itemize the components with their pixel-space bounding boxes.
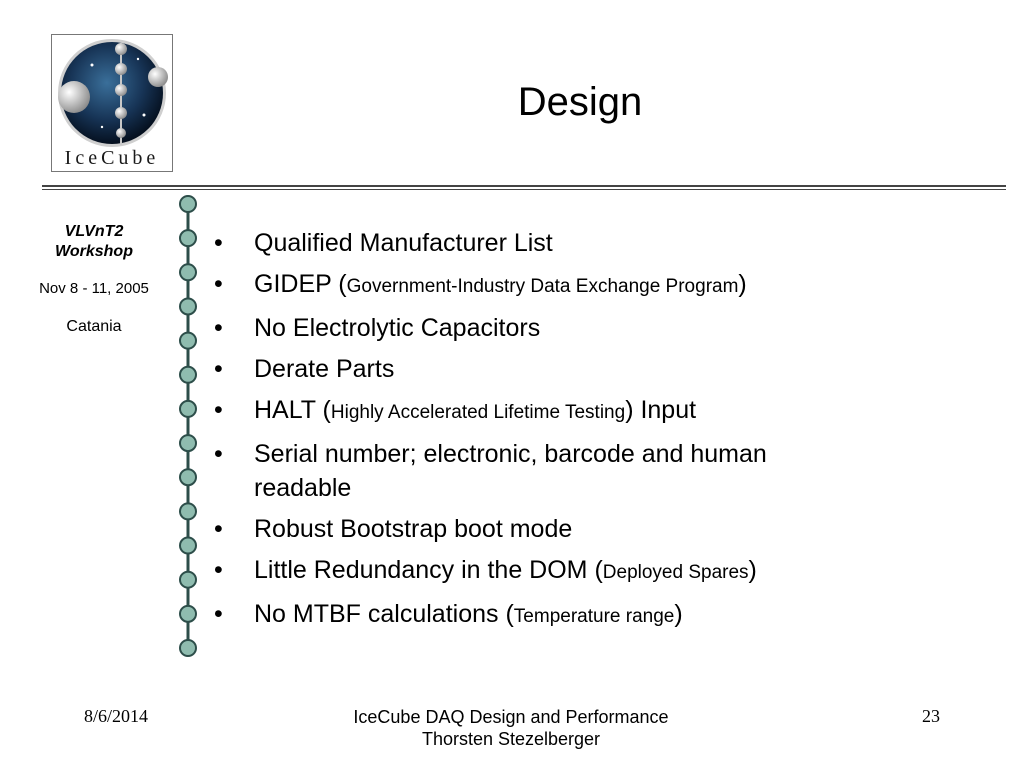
workshop-dates: Nov 8 - 11, 2005 xyxy=(39,280,149,297)
bullet-text: GIDEP ( xyxy=(254,270,347,298)
string-bead xyxy=(180,401,196,417)
string-bead xyxy=(180,606,196,622)
bullet-text: Derate Parts xyxy=(254,355,395,383)
string-bead xyxy=(180,538,196,554)
bullet-text-end: ) xyxy=(748,556,757,584)
workshop-name xyxy=(20,222,168,262)
icecube-logo xyxy=(51,34,173,172)
bullet-glyph: • xyxy=(214,229,223,257)
bullet-text: HALT ( xyxy=(254,396,331,424)
bullet-glyph: • xyxy=(214,515,223,543)
bullet-item xyxy=(214,437,854,505)
bullet-text-end: ) xyxy=(738,270,747,298)
sensor-string-decoration xyxy=(174,190,202,662)
string-bead xyxy=(180,264,196,280)
page-number: 23 xyxy=(922,706,940,726)
string-bead xyxy=(180,367,196,383)
bullet-detail: Deployed Spares xyxy=(602,562,749,583)
bullet-glyph: • xyxy=(214,270,223,298)
footer-title xyxy=(311,706,711,750)
bullet-glyph: • xyxy=(214,396,223,424)
bullet-item xyxy=(214,226,894,260)
bullet-text: No Electrolytic Capacitors xyxy=(254,314,541,342)
logo-text: IceCube xyxy=(64,147,160,169)
string-bead xyxy=(180,230,196,246)
bullet-item xyxy=(214,512,894,546)
string-bead xyxy=(180,196,196,212)
string-bead xyxy=(180,572,196,588)
bullet-text-end: ) Input xyxy=(625,396,697,424)
bullet-text: Serial number; electronic, barcode and human readable xyxy=(254,440,767,502)
workshop-line-1: VLVnT2 xyxy=(64,223,124,240)
bullet-text: Little Redundancy in the DOM ( xyxy=(254,556,603,584)
bullet-detail: Government-Industry Data Exchange Program xyxy=(346,276,739,297)
footer-title-line-1: IceCube DAQ Design and Performance xyxy=(353,707,669,727)
string-bead xyxy=(180,503,196,519)
bullet-text: No MTBF calculations ( xyxy=(254,600,514,628)
footer-title-line-2: Thorsten Stezelberger xyxy=(421,729,601,749)
bullet-list xyxy=(214,226,894,641)
workshop-line-2: Workshop xyxy=(55,243,133,260)
workshop-location: Catania xyxy=(66,318,122,335)
bullet-item xyxy=(214,553,894,590)
icecube-globe-icon xyxy=(52,35,172,147)
string-bead xyxy=(180,640,196,656)
bullet-item xyxy=(214,311,894,345)
bullet-glyph: • xyxy=(214,556,223,584)
bullet-glyph: • xyxy=(214,314,223,342)
bullet-text-end: ) xyxy=(674,600,683,628)
string-bead xyxy=(180,333,196,349)
bullet-detail: Temperature range xyxy=(513,606,675,627)
bullet-item xyxy=(214,393,894,430)
string-bead xyxy=(180,435,196,451)
bullet-detail: Highly Accelerated Lifetime Testing xyxy=(330,402,626,423)
bullet-item xyxy=(214,597,894,634)
bullet-glyph: • xyxy=(214,440,223,468)
footer-date: 8/6/2014 xyxy=(84,706,149,726)
bullet-text: Robust Bootstrap boot mode xyxy=(254,515,573,543)
bullet-item xyxy=(214,267,894,304)
bullet-item xyxy=(214,352,894,386)
sidebar xyxy=(20,222,168,336)
header-rule-thick xyxy=(42,185,1006,187)
bullet-glyph: • xyxy=(214,355,223,383)
string-bead xyxy=(180,469,196,485)
bullet-glyph: • xyxy=(214,600,223,628)
bullet-text: Qualified Manufacturer List xyxy=(254,229,553,257)
string-bead xyxy=(180,298,196,314)
slide-title: Design xyxy=(517,80,643,124)
